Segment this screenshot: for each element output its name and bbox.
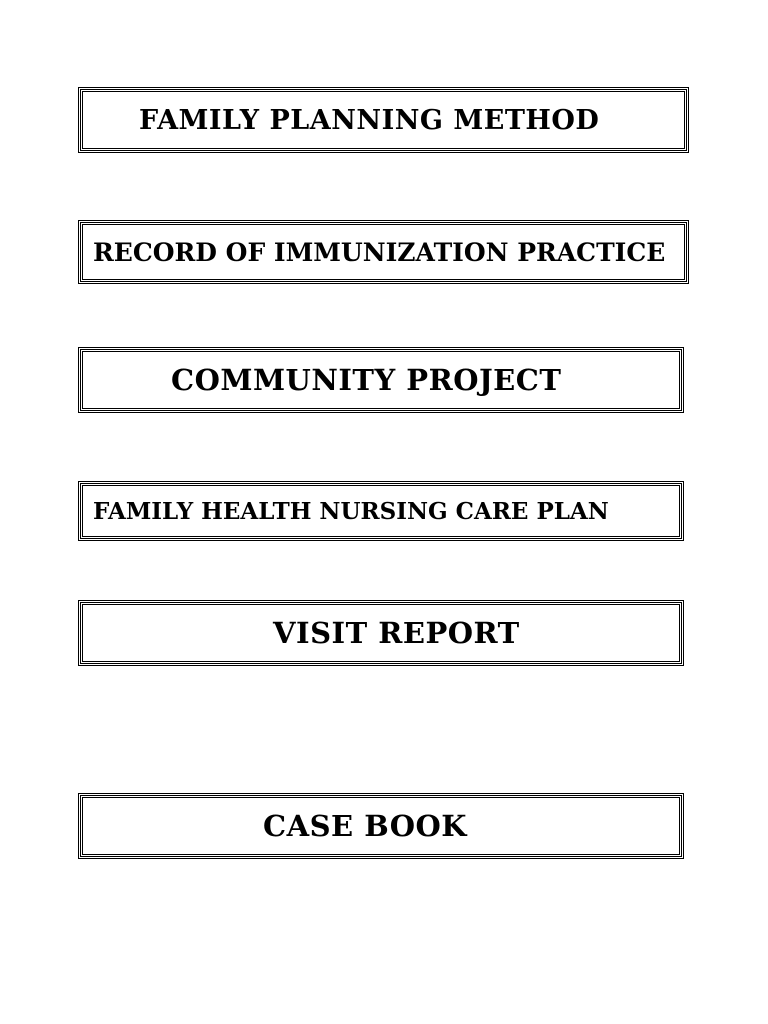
label-text: COMMUNITY PROJECT: [171, 363, 562, 397]
label-text: RECORD OF IMMUNIZATION PRACTICE: [93, 237, 666, 267]
label-box-record-of-immunization-practice: [80, 222, 687, 282]
label-box-family-health-nursing-care-plan: [80, 483, 682, 539]
label-text: FAMILY HEALTH NURSING CARE PLAN: [93, 497, 609, 525]
label-box-visit-report: [80, 602, 682, 664]
label-text: VISIT REPORT: [273, 616, 520, 650]
label-text: CASE BOOK: [263, 809, 468, 843]
label-box-community-project: [80, 349, 682, 411]
label-box-case-book: [80, 795, 682, 857]
label-box-family-planning-method: [80, 89, 687, 151]
label-text: FAMILY PLANNING METHOD: [139, 104, 600, 136]
